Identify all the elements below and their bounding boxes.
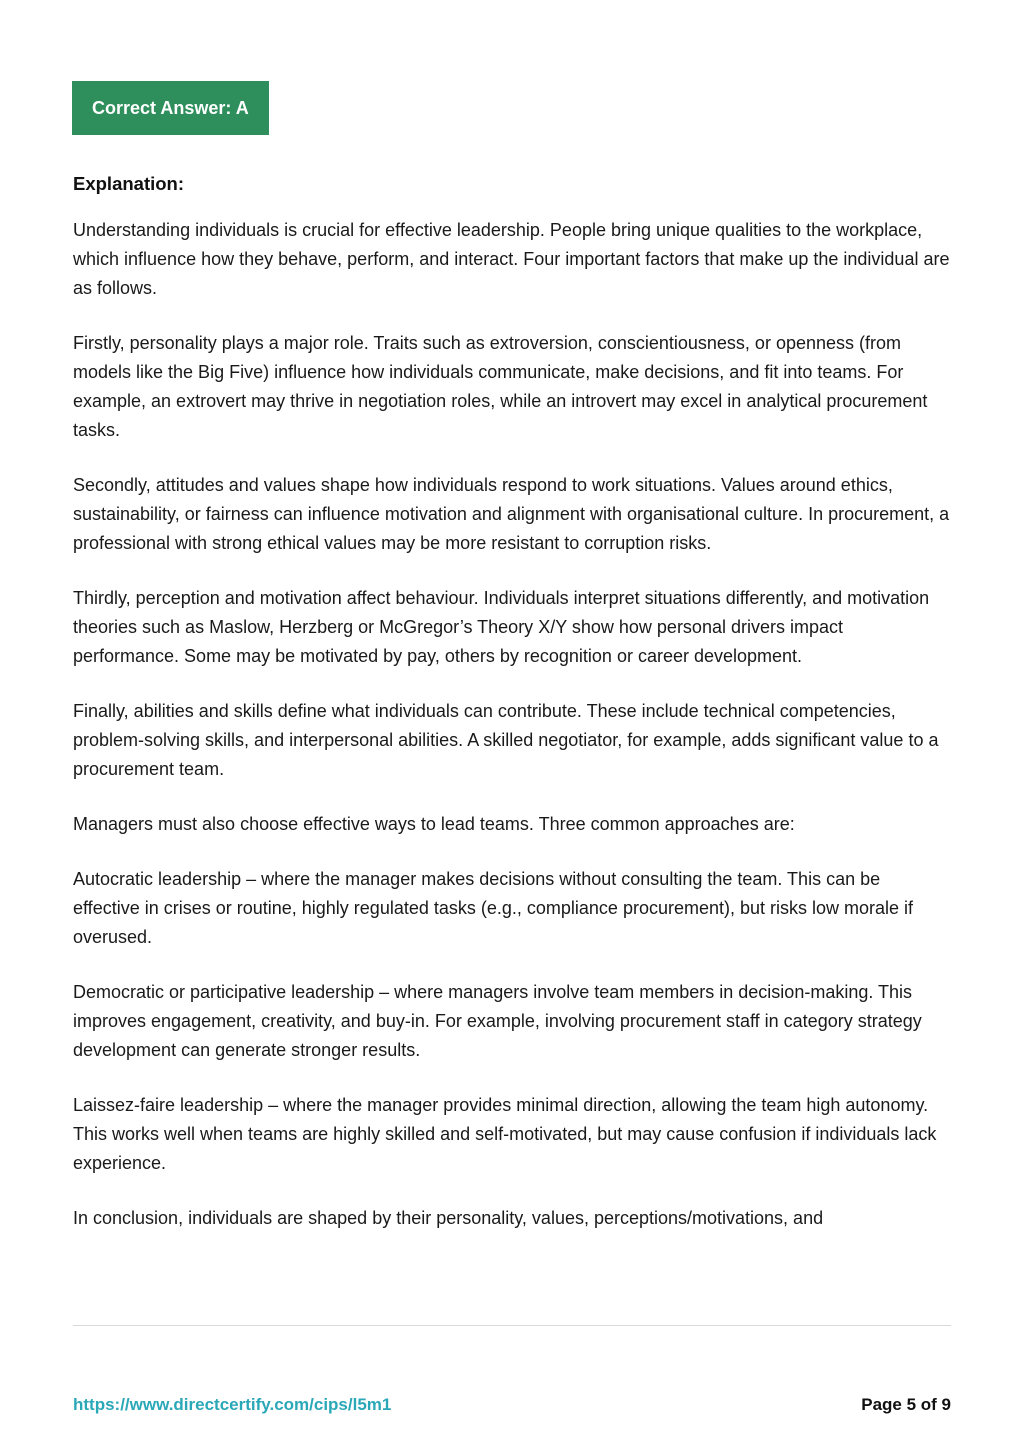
paragraph-attitudes-values: Secondly, attitudes and values shape how individuals respond to work situations. Values around ethics, sustainability, or fairness can influence motivation and alignment with organisational culture. In procurement, a professional with strong ethical values may be more resistant to corruption risks.: [73, 475, 950, 553]
explanation-body: [73, 216, 951, 1259]
page-number: Page 5 of 9: [861, 1395, 951, 1414]
paragraph-autocratic: Autocratic leadership – where the manager makes decisions without consulting the team. This can be effective in crises or routine, highly regulated tasks (e.g., compliance procurement), but risks low morale if overused.: [73, 869, 914, 947]
page-footer: [73, 1395, 951, 1415]
explanation-heading: Explanation:: [73, 173, 185, 194]
paragraph-laissez-faire: Laissez-faire leadership – where the manager provides minimal direction, allowing the team high autonomy. This works well when teams are highly skilled and self-motivated, but may cause confusion if individuals lack experience.: [73, 1095, 937, 1173]
footer-url-link[interactable]: https://www.directcertify.com/cips/l5m1: [73, 1395, 392, 1414]
footer-divider: [73, 1325, 951, 1326]
paragraph-abilities-skills: Finally, abilities and skills define what individuals can contribute. These include technical competencies, problem-solving skills, and interpersonal abilities. A skilled negotiator, for example, adds significant value to a procurement team.: [73, 701, 939, 779]
paragraph-lead-approaches: Managers must also choose effective ways to lead teams. Three common approaches are:: [73, 814, 795, 834]
correct-answer-badge: Correct Answer: A: [72, 81, 269, 135]
paragraph-conclusion: In conclusion, individuals are shaped by their personality, values, perceptions/motivations, and: [73, 1208, 824, 1228]
paragraph-personality: Firstly, personality plays a major role. Traits such as extroversion, conscientiousness, or openness (from models like the Big Five) influence how individuals communicate, make decisions, and fit into teams. For example, an extrovert may thrive in negotiation roles, while an introvert may excel in analytical procurement tasks.: [73, 333, 928, 440]
paragraph-perception-motivation: Thirdly, perception and motivation affect behaviour. Individuals interpret situations differently, and motivation theories such as Maslow, Herzberg or McGregor’s Theory X/Y show how personal drivers impact performance. Some may be motivated by pay, others by recognition or career development.: [73, 588, 930, 666]
paragraph-intro: Understanding individuals is crucial for effective leadership. People bring unique qualities to the workplace, which influence how they behave, perform, and interact. Four important factors that make up the individual are as follows.: [73, 220, 950, 298]
paragraph-democratic: Democratic or participative leadership – where managers involve team members in decision-making. This improves engagement, creativity, and buy-in. For example, involving procurement staff in category strategy development can generate stronger results.: [73, 982, 922, 1060]
